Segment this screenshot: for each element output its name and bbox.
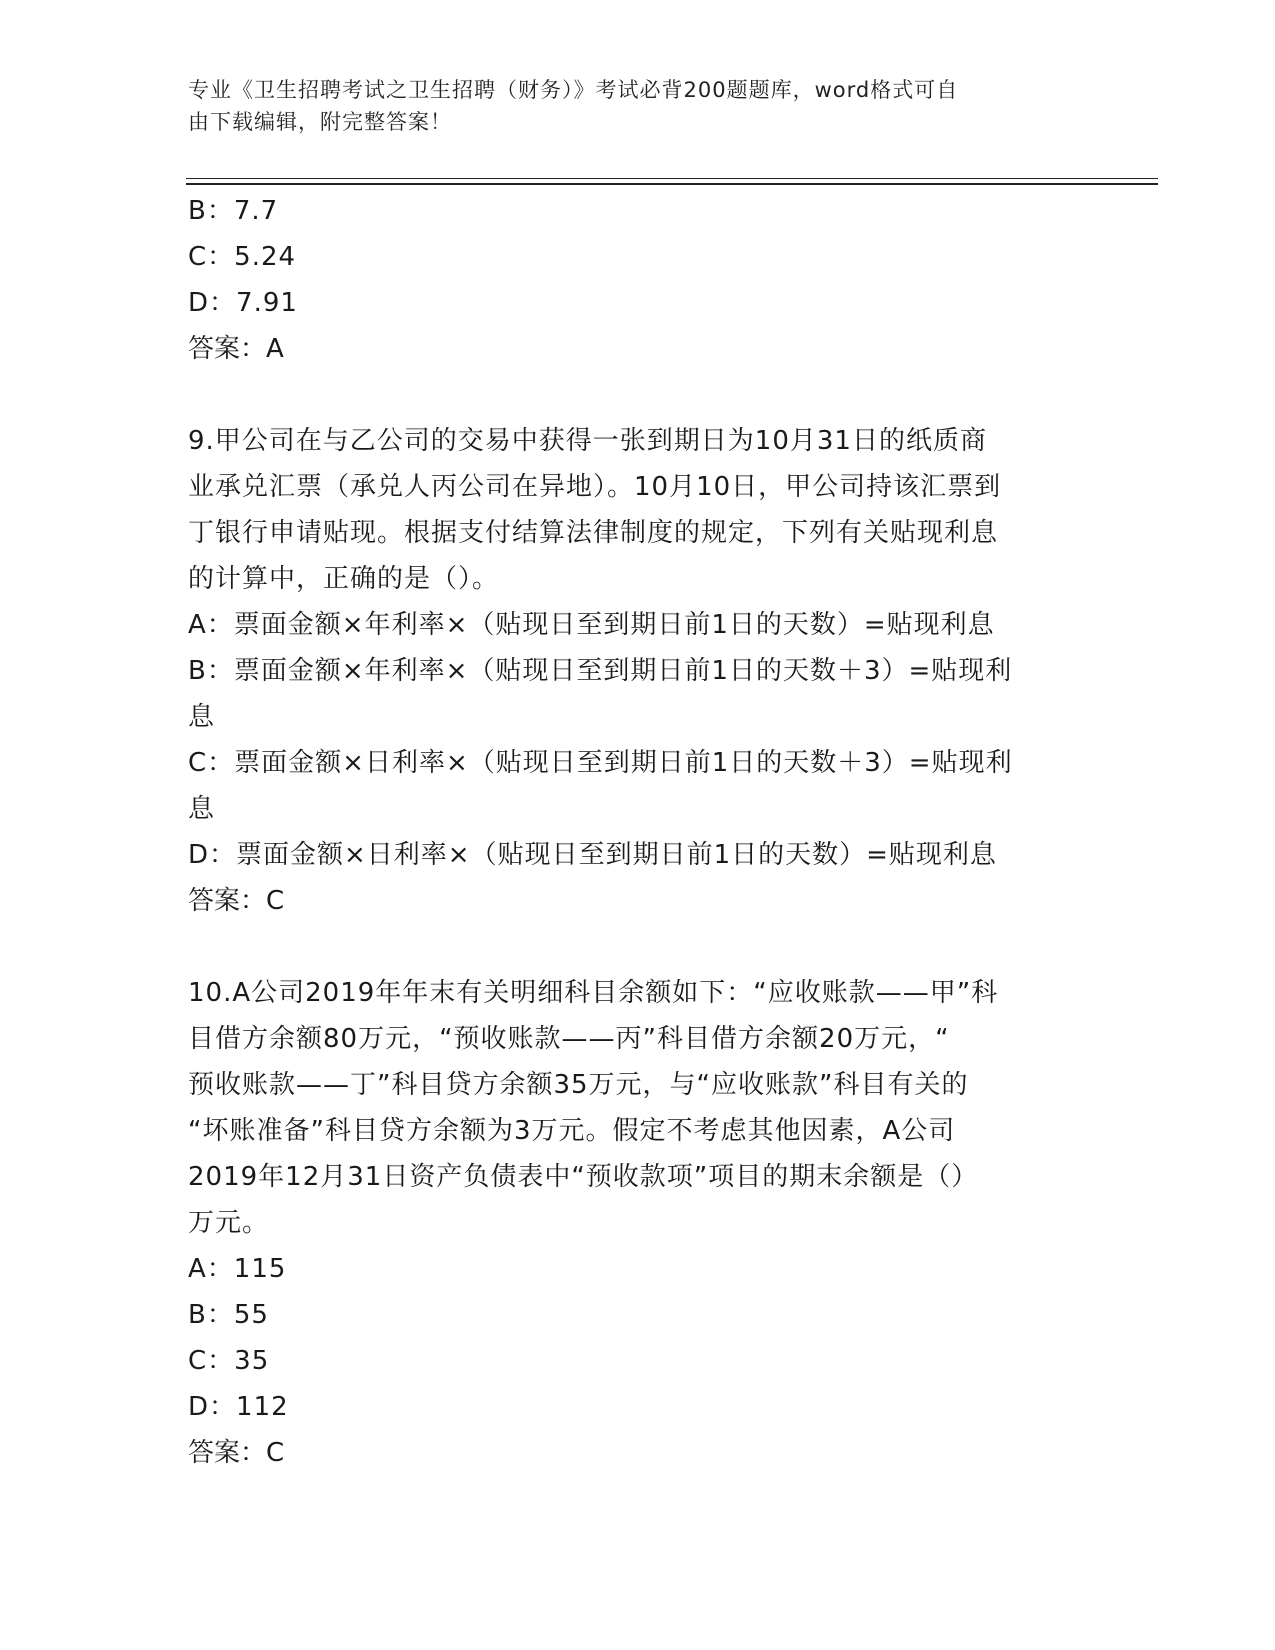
- q9-option-b: B：票面金额×年利率×（贴现日至到期日前1日的天数＋3）=贴现利: [188, 656, 1013, 686]
- document-header: [188, 74, 1068, 138]
- document-body: [188, 188, 1088, 1476]
- q9-option-b-cont: 息: [188, 702, 216, 732]
- q10-option-d: D：112: [188, 1392, 289, 1422]
- question-9: [188, 418, 1088, 924]
- q8-option-c: C：5.24: [188, 242, 297, 272]
- q8-answer: 答案：A: [188, 334, 284, 364]
- q9-option-c-cont: 息: [188, 794, 216, 824]
- q8-option-d: D：7.91: [188, 288, 298, 318]
- q10-stem-line: 万元。: [188, 1208, 270, 1238]
- header-divider-thick: [186, 183, 1158, 185]
- q10-stem-line: 10.A公司2019年年末有关明细科目余额如下：“应收账款——甲”科: [188, 978, 999, 1008]
- q10-answer: 答案：C: [188, 1438, 285, 1468]
- question-8-tail: [188, 188, 1088, 372]
- q9-stem-line: 9.甲公司在与乙公司的交易中获得一张到期日为10月31日的纸质商: [188, 426, 987, 456]
- q9-option-c: C：票面金额×日利率×（贴现日至到期日前1日的天数＋3）=贴现利: [188, 748, 1013, 778]
- header-line-2: 由下载编辑，附完整答案！: [188, 110, 452, 134]
- q10-stem-line: 预收账款——丁”科目贷方余额35万元，与“应收账款”科目有关的: [188, 1070, 969, 1100]
- header-line-1: 专业《卫生招聘考试之卫生招聘（财务）》考试必背200题题库，word格式可自: [188, 78, 959, 102]
- q9-stem-line: 的计算中，正确的是（）。: [188, 564, 500, 594]
- q9-stem-line: 丁银行申请贴现。根据支付结算法律制度的规定，下列有关贴现利息: [188, 518, 999, 548]
- q9-option-a: A：票面金额×年利率×（贴现日至到期日前1日的天数）=贴现利息: [188, 610, 995, 640]
- q10-option-b: B：55: [188, 1300, 269, 1330]
- header-divider-thin: [186, 178, 1158, 179]
- q9-option-d: D：票面金额×日利率×（贴现日至到期日前1日的天数）=贴现利息: [188, 840, 997, 870]
- q10-stem-line: 目借方余额80万元，“预收账款——丙”科目借方余额20万元，“: [188, 1024, 950, 1054]
- q10-stem-line: “坏账准备”科目贷方余额为3万元。假定不考虑其他因素，A公司: [188, 1116, 956, 1146]
- spacer: [188, 372, 1088, 418]
- q10-option-c: C：35: [188, 1346, 270, 1376]
- q9-stem-line: 业承兑汇票（承兑人丙公司在异地）。10月10日，甲公司持该汇票到: [188, 472, 1002, 502]
- question-10: [188, 970, 1088, 1476]
- q8-option-b: B：7.7: [188, 196, 279, 226]
- spacer: [188, 924, 1088, 970]
- q10-stem-line: 2019年12月31日资产负债表中“预收款项”项目的期末余额是（）: [188, 1162, 979, 1192]
- q10-option-a: A：115: [188, 1254, 287, 1284]
- q9-answer: 答案：C: [188, 886, 285, 916]
